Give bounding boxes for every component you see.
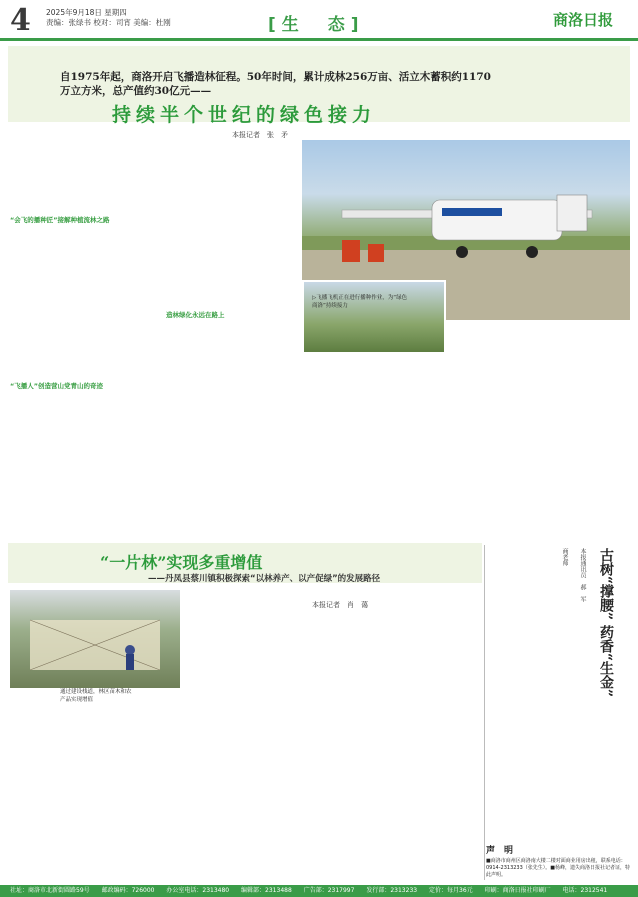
article1-subhead-1: “会飞的播种匠”接解种植流林之路 [10, 216, 110, 224]
article2-photo-caption: 通过建设栈道，林区苗木和农产品实现增值 [60, 689, 132, 703]
article1-subhead-2: “飞播人”创造营山党青山的奇迹 [10, 382, 104, 391]
article1-byline: 本报记者 张 矛 [232, 131, 288, 139]
issue-meta [46, 8, 171, 28]
body-block [10, 142, 160, 212]
article2-column-1 [10, 720, 180, 880]
footer-phone: 电话：2312541 [562, 887, 608, 894]
article1-column-2 [166, 142, 296, 542]
article1-column-4 [468, 355, 630, 540]
article2-byline: 本报记者 肖 蔼 [312, 601, 368, 609]
footer-office: 办公室电话：2313480 [166, 887, 230, 894]
article1-subhead-3: 造林绿化永远在路上 [166, 311, 225, 319]
header-rule [0, 38, 638, 41]
section-title: [生 态] [268, 15, 365, 35]
article2-title: “一片林”实现多重增值 [100, 553, 263, 572]
footer-bar [0, 885, 638, 897]
greenhouse-illustration [10, 590, 180, 688]
footer-printer: 印刷：商洛日报社印刷厂 [484, 887, 551, 894]
footer-editorial: 编辑部：2313488 [241, 887, 292, 894]
article1-title: 持续半个世纪的绿色接力 [112, 104, 377, 126]
article1-inset-photo [302, 280, 446, 354]
article1-photo-caption: ▷飞播飞机正在进行播种作业，为“绿色商洛”持续接力 [312, 295, 408, 309]
statement-text: ■商洛市商州区商洛南大楼二楼对面商业用房出租，联系电话：0914-2313233（张先生）。■杨峰，遗失商洛日报社记者证，特此声明。 [486, 858, 631, 878]
article1-column-3 [302, 355, 462, 540]
article2-column-3 [300, 616, 390, 880]
column-divider [484, 545, 485, 880]
issue-date: 2025年9月18日 星期四 [46, 8, 127, 17]
article2-subtitle: ——丹凤县蔡川镇积极探索“以林养产、以产促绿”的发展路径 [148, 574, 381, 584]
footer-distribution: 发行部：2313233 [366, 887, 418, 894]
footer-postcode: 邮政编码：726000 [101, 887, 155, 894]
statement-box [486, 843, 632, 880]
column-byline: 本报通讯员 郝 军 [579, 548, 586, 602]
column-headline-text: 古树“撑腰” 药香“生金” [598, 548, 614, 698]
column-body [490, 630, 630, 840]
column-label: 商老师 [561, 548, 568, 566]
paper-logo: 商洛日报 [553, 11, 614, 29]
body-block [166, 142, 296, 307]
article2-column-2 [186, 608, 294, 880]
statement-heading: 声 明 [486, 846, 514, 856]
footer-ads: 广告部：2317997 [303, 887, 355, 894]
issue-editors: 责编：张绿书 校对：司宵 美编：杜刚 [46, 18, 171, 27]
footer-price: 定价：每月36元 [429, 887, 473, 894]
article2-photo [10, 590, 180, 688]
page-number: 4 [10, 3, 31, 38]
article1-column-1 [10, 142, 160, 542]
body-block [10, 228, 160, 378]
footer-address: 社址：商洛市北新街圆路59号 [10, 887, 90, 894]
article1-lead: 自1975年起，商洛开启飞播造林征程。50年时间，累计成林256万亩、活立木蓄积约1170万立方米，总产值约30亿元—— [60, 71, 491, 97]
article2-column-4 [396, 600, 482, 880]
